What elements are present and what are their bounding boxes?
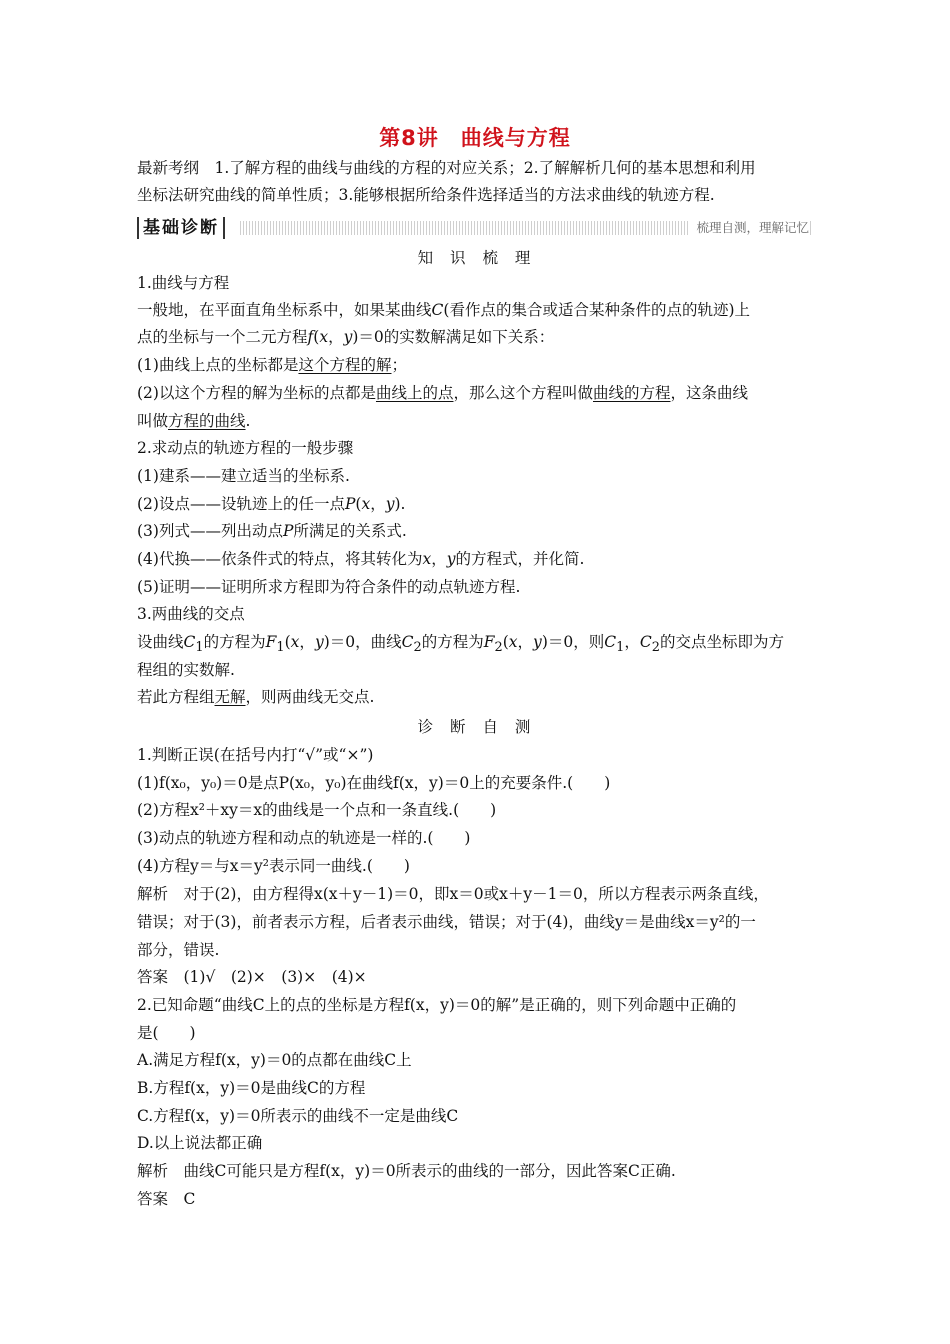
text: ( [313, 328, 320, 346]
text: 的方程为 [203, 633, 266, 651]
var-x: x [508, 633, 518, 651]
var-y: y [385, 495, 395, 513]
text: (4)代换——依条件式的特点，将其转化为 [137, 550, 423, 568]
k2-step-4 [137, 549, 817, 569]
page-title: 第8讲 曲线与方程 [379, 126, 571, 150]
k1-para-line-2 [137, 327, 817, 347]
var-y: y [343, 328, 353, 346]
k1-cond-2 [137, 383, 817, 403]
k1-heading: 1.曲线与方程 [137, 274, 230, 292]
text: (2)以这个方程的解为坐标的点都是 [137, 384, 376, 402]
var-x: x [290, 633, 300, 651]
banner-tag: 梳理自测，理解记忆 [690, 219, 809, 237]
var-f: F [265, 633, 277, 651]
text: ， [370, 495, 386, 513]
intro-line-1: 最新考纲 1.了解方程的曲线与曲线的方程的对应关系；2.了解解析几何的基本思想和利用 [137, 159, 756, 177]
text: ，这条曲线 [670, 384, 749, 402]
q1-analysis-1: 解析 对于(2)，由方程得x(x＋y－1)＝0，即x＝0或x＋y－1＝0，所以方程表示两条直线， [137, 885, 769, 903]
q1-item-1: (1)f(x₀，y₀)＝0是点P(x₀，y₀)在曲线f(x，y)＝0上的充要条件.( ) [137, 774, 611, 792]
q2-answer: 答案 C [137, 1190, 196, 1208]
text: ， [299, 633, 315, 651]
underlined-answer: 无解 [214, 688, 246, 706]
text: (2)设点——设轨迹上的任一点 [137, 495, 345, 513]
q1-item-4: (4)方程y＝与x＝y²表示同一曲线.( ) [137, 857, 410, 875]
text: ， [624, 633, 640, 651]
underlined-answer: 曲线上的点 [375, 384, 454, 402]
text: ， [517, 633, 534, 651]
text: )＝0的实数解满足如下关系： [352, 328, 555, 346]
section-heading-knowledge: 知 识 梳 理 [417, 249, 537, 267]
k3-line-2: 程组的实数解. [137, 661, 235, 679]
q1-item-2: (2)方程x²＋xy＝x的曲线是一个点和一条直线.( ) [137, 801, 497, 819]
q2-option-c: C.方程f(x，y)＝0所表示的曲线不一定是曲线C [137, 1107, 459, 1125]
text: (1)曲线上点的坐标都是 [137, 356, 299, 374]
underlined-answer: 方程的曲线 [168, 412, 246, 430]
text: ( [284, 633, 291, 651]
text: 的方程式，并化简. [455, 550, 585, 568]
var-y: y [314, 633, 324, 651]
var-c: C [401, 633, 414, 651]
subscript: 2 [413, 640, 422, 656]
text: ， [431, 550, 447, 568]
underlined-answer: 这个方程的解 [298, 356, 392, 374]
k1-cond-3 [137, 411, 817, 431]
text: ，则两曲线无交点. [245, 688, 375, 706]
q1-analysis-2: 错误；对于(3)，前者表示方程，后者表示曲线，错误；对于(4)，曲线y＝是曲线x＝y²的一 [137, 913, 756, 931]
var-f: F [483, 633, 495, 651]
text: ( [355, 495, 362, 513]
var-c: C [183, 633, 196, 651]
section-banner [137, 217, 817, 239]
subscript: 1 [195, 640, 204, 656]
var-x: x [422, 550, 432, 568]
q2-analysis: 解析 曲线C可能只是方程f(x，y)＝0所表示的曲线的一部分，因此答案C正确. [137, 1162, 676, 1180]
var-c: C [639, 633, 652, 651]
k2-heading: 2.求动点的轨迹方程的一般步骤 [137, 439, 354, 457]
var-p: P [344, 495, 356, 513]
text: ； [391, 356, 407, 374]
k2-step-5: (5)证明——证明所求方程即为符合条件的动点轨迹方程. [137, 578, 521, 596]
text: ， [328, 328, 344, 346]
q1-heading: 1.判断正误(在括号内打“√”或“×”) [137, 746, 374, 764]
var-x: x [361, 495, 371, 513]
var-p: P [282, 522, 294, 540]
q2-heading-2: 是( ) [137, 1024, 196, 1042]
q2-option-a: A.满足方程f(x，y)＝0的点都在曲线C上 [137, 1051, 412, 1069]
subscript: 1 [276, 640, 285, 656]
k3-line-1 [137, 632, 817, 658]
banner-label: 基础诊断 [137, 217, 225, 239]
text: (看作点的集合或适合某种条件的点的轨迹)上 [443, 301, 750, 319]
text: )＝0，曲线 [323, 633, 402, 651]
k3-line-3 [137, 687, 817, 707]
k1-para-line-1 [137, 300, 817, 320]
text: 的交点坐标即为方 [659, 633, 784, 651]
text: ). [394, 495, 406, 513]
var-c: C [604, 633, 617, 651]
k3-heading: 3.两曲线的交点 [137, 605, 245, 623]
q1-answer: 答案 (1)√ (2)× (3)× (4)× [137, 968, 367, 986]
text: 一般地，在平面直角坐标系中，如果某曲线 [137, 301, 432, 319]
k2-step-3 [137, 521, 817, 541]
k1-cond-1 [137, 355, 817, 375]
text: 叫做 [137, 412, 169, 430]
text: (3)列式——列出动点 [137, 522, 283, 540]
k2-step-1: (1)建系——建立适当的坐标系. [137, 467, 350, 485]
k2-step-2 [137, 494, 817, 514]
text: )＝0，则 [541, 633, 605, 651]
subscript: 1 [616, 640, 625, 656]
var-c: C [431, 301, 444, 319]
q2-option-d: D.以上说法都正确 [137, 1134, 263, 1152]
text: ( [502, 633, 509, 651]
subscript: 2 [494, 640, 503, 656]
subscript: 2 [651, 640, 660, 656]
text: 的方程为 [421, 633, 484, 651]
var-y: y [533, 633, 542, 651]
q1-item-3: (3)动点的轨迹方程和动点的轨迹是一样的.( ) [137, 829, 471, 847]
text: . [245, 412, 251, 430]
text: 若此方程组 [137, 688, 215, 706]
var-f: f [307, 328, 314, 346]
text: 设曲线 [137, 633, 184, 651]
var-y: y [446, 550, 456, 568]
q2-heading-1: 2.已知命题“曲线C上的点的坐标是方程f(x，y)＝0的解”是正确的，则下列命题中正确的 [137, 996, 737, 1014]
text: 所满足的关系式. [293, 522, 407, 540]
text: 点的坐标与一个二元方程 [137, 328, 308, 346]
var-x: x [319, 328, 329, 346]
text: ，那么这个方程叫做 [453, 384, 593, 402]
q1-analysis-3: 部分，错误. [137, 941, 220, 959]
intro-line-2: 坐标法研究曲线的简单性质；3.能够根据所给条件选择适当的方法求曲线的轨迹方程. [137, 186, 715, 204]
section-heading-test: 诊 断 自 测 [417, 718, 537, 736]
q2-option-b: B.方程f(x，y)＝0是曲线C的方程 [137, 1079, 366, 1097]
underlined-answer: 曲线的方程 [593, 384, 671, 402]
